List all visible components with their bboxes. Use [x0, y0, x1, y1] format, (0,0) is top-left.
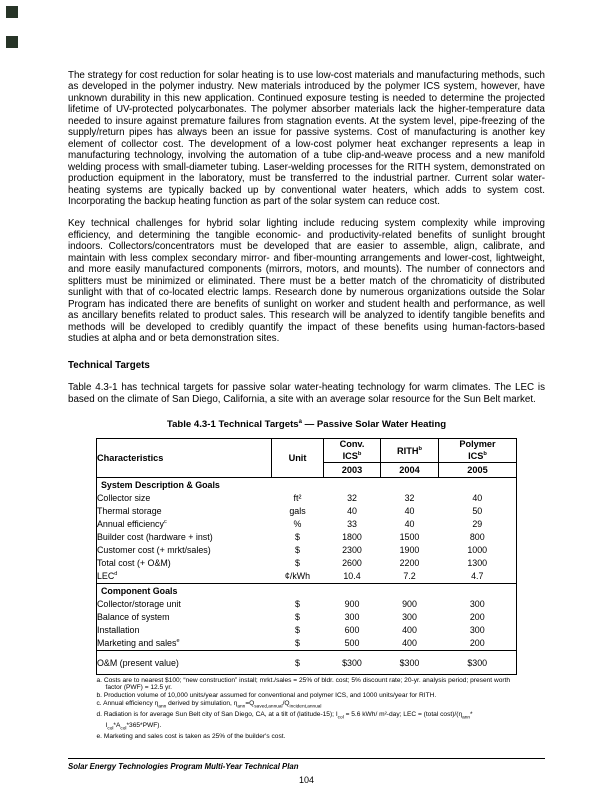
table-row [97, 505, 517, 518]
subscript: ann [158, 704, 167, 709]
row-value: 2200 [399, 558, 420, 569]
row-value: 300 [402, 612, 417, 623]
row-label: Collector/storage unit [97, 599, 181, 610]
row-value: 33 [347, 519, 357, 530]
footnote-ref: c [163, 519, 167, 526]
table-row [97, 492, 517, 505]
row-value: 50 [472, 506, 483, 517]
subscript: ann [462, 715, 471, 721]
table-row [97, 650, 517, 674]
technical-targets-table [96, 438, 517, 675]
row-value: 300 [469, 599, 485, 610]
row-label: Collector size [97, 493, 151, 504]
table-section-row [97, 583, 517, 598]
section-label: System Description & Goals [101, 479, 220, 490]
table-row [97, 637, 517, 651]
row-value: 900 [344, 599, 360, 610]
row-unit: $ [272, 650, 324, 674]
footnote: b. Production volume of 10,000 units/year assumed for conventional and polymer ICS, and 1000 units/year for RITH. [96, 691, 437, 699]
row-unit: $ [295, 638, 300, 649]
row-value: 1900 [399, 545, 420, 556]
footnote-ref: b [357, 451, 362, 458]
row-value: 600 [344, 625, 360, 636]
row-value: $300 [324, 650, 381, 674]
row-value: 40 [404, 519, 415, 530]
row-value: $300 [381, 650, 439, 674]
row-label: O&M (present value) [97, 650, 272, 674]
row-value: 900 [402, 599, 417, 610]
row-value: 300 [469, 625, 485, 636]
table-row [97, 624, 517, 637]
section-heading-technical-targets: Technical Targets [68, 360, 150, 372]
row-value: 7.2 [403, 571, 416, 582]
col-header-rith: RITH$^b$ [381, 438, 439, 462]
row-value: 1000 [467, 545, 488, 556]
paragraph-hybrid-lighting: Key technical challenges for hybrid solar lighting include reducing system complexity while improving efficiency, and determining the tangible economic- and productivity-related benefits of sunlight brought indoors. Collectors/concentrators must be developed that are easier to assemble, align, calibrate, and maintain with less complex secondary mirror- and fiber-mounting arrangements and lower-cost, lightweight, and more easily manufactured components (mirrors, motors, and mounts). The number of connectors and splitters must be minimized or eliminated. There must be a better match of the chromaticity of distributed sunlight with that of co-located electric lamps. Research done by numerous organizations outside the Solar Program has indicated there are benefits of sunlight on worker and student health and performance, as well as ancillary benefits related to product sales. This research will be analyzed to identify tangible benefits and methods will be developed to credibly quantify the impact of these benefits using human-factors-based studies at alpha and or beta demonstration sites. [68, 218, 545, 344]
row-unit: $ [295, 625, 300, 636]
row-value: 4.7 [471, 571, 484, 582]
row-unit: % [293, 519, 302, 530]
table-row [97, 544, 517, 557]
row-label: Thermal storage [97, 506, 162, 517]
subscript: col [337, 715, 344, 721]
row-value: 200 [469, 638, 485, 649]
row-value: 1300 [467, 558, 488, 569]
row-value: 29 [472, 519, 483, 530]
col-header-conv-ics: Conv. ICS$^b$ [324, 438, 381, 462]
row-unit: $ [295, 612, 300, 623]
subscript: col [107, 726, 114, 732]
year-2004: 2004 [381, 462, 439, 477]
table-section-row [97, 477, 517, 492]
row-value: 400 [402, 625, 417, 636]
row-value: 1800 [342, 532, 362, 543]
row-value: 40 [404, 506, 415, 517]
row-label: Annual efficiency$^c$ [97, 519, 167, 530]
row-unit: ¢/kWh [284, 571, 311, 582]
row-label: Marketing and sales$^e$ [97, 638, 180, 649]
page-number: 104 [298, 775, 315, 785]
row-label: Builder cost (hardware + inst) [97, 532, 213, 543]
subscript: saved,annual [254, 704, 283, 709]
footnote-ref: e [176, 638, 180, 645]
year-2003: 2003 [324, 462, 381, 477]
table-title-footnote-ref: a [298, 419, 302, 426]
paragraph-table-intro: Table 4.3-1 has technical targets for passive solar water-heating technology for warm climates. The LEC is based on the climate of San Diego, California, a site with an average solar resource for the Sun Belt market. [68, 382, 545, 405]
row-unit: ft² [293, 493, 302, 504]
footnote: e. Marketing and sales cost is taken as 25% of the builder's cost. [96, 732, 286, 740]
table-row [97, 531, 517, 544]
page-content [68, 70, 545, 740]
footnote-ref: d [114, 571, 118, 578]
footnote: a. Costs are to nearest $100; “new construction” install; mrkt./sales = 25% of bldr. cost; 5% discount rate; 20-yr. analysis period; present worth factor (PWF) = 12.5 yr. [96, 676, 511, 692]
table-title [68, 419, 545, 430]
scan-artifact-icon [6, 36, 18, 48]
row-value: 32 [404, 493, 415, 504]
row-value: 800 [469, 532, 485, 543]
row-unit: $ [295, 599, 300, 610]
row-value: $300 [439, 650, 517, 674]
row-label: Installation [97, 625, 140, 636]
row-label: LEC$^d$ [97, 571, 118, 582]
row-value: 10.4 [343, 571, 361, 582]
row-unit: $ [295, 545, 300, 556]
page-footer [68, 758, 545, 785]
row-label: Balance of system [97, 612, 170, 623]
footnote-ref: b [418, 445, 422, 452]
table-row [97, 598, 517, 611]
footnote-ref: b [483, 451, 487, 458]
row-value: 1500 [399, 532, 420, 543]
row-value: 500 [344, 638, 360, 649]
row-unit: $ [295, 532, 300, 543]
row-value: 40 [472, 493, 483, 504]
row-value: 2300 [342, 545, 362, 556]
row-unit: gals [289, 506, 306, 517]
scan-artifact-icon [6, 6, 18, 18]
row-value: 200 [469, 612, 485, 623]
table-title-prefix: Table 4.3-1 Technical Targets [166, 419, 299, 431]
year-2005: 2005 [439, 462, 517, 477]
table-row [97, 611, 517, 624]
row-label: Total cost (+ O&M) [97, 558, 171, 569]
footnote: d. Radiation is for average Sun Belt city of San Diego, CA, at a tilt of (latitude-15); $I_{col} = 5.6$ kWh/ m²-day; LEC = (total $\cos t)/(\eta_{ann}*$ $I_{col}*A_{col}*365*PWF$). [96, 710, 473, 732]
row-value: 32 [347, 493, 357, 504]
col-header-unit: Unit [272, 438, 324, 477]
table-row [97, 557, 517, 570]
table-header-row [97, 438, 517, 462]
row-unit: $ [295, 558, 300, 569]
col-header-polymer-ics: Polymer ICS$^b$ [439, 438, 517, 462]
row-value: 300 [344, 612, 360, 623]
subscript: incident,annual [289, 704, 322, 709]
row-value: 40 [347, 506, 357, 517]
table-row [97, 570, 517, 584]
footer-document-title: Solar Energy Technologies Program Multi-Year Technical Plan [68, 762, 299, 771]
subscript: col [120, 726, 127, 732]
row-value: 400 [402, 638, 417, 649]
col-header-characteristics: Characteristics [97, 438, 272, 477]
table-title-suffix: — Passive Solar Water Heating [301, 419, 447, 431]
section-label: Component Goals [97, 583, 517, 598]
paragraph-cost-reduction: The strategy for cost reduction for solar heating is to use low-cost materials and manufacturing methods, such as developed in the polymer industry. New materials introduced by the polymer ICS system, however, have unknown durability in this new application. Continued exposure testing is needed to determine the projected lifetime of UV-protected polycarbonates. The polymer absorber materials lack the higher-temperature data needed to insure against premature failures from stagnation events. At the system level, pipe-freezing of the supply/return pipes has always been an issue for passive systems. Cost of manufacturing is another key element of collector cost. The development of a low-cost polymer heat exchanger represents a leap in manufacturing technology, involving the automation of a tube clip-and-weave process and a new manifold welding process with small-diameter tubing. Laser-welding processes for the RITH system, demonstrated on production equipment in the laboratory, must be transferred to the industrial partner. Current solar water-heating systems are typically backed up by conventional water heaters, which adds to system cost. Incorporating the backup heating function as part of the solar system can reduce cost. [68, 70, 545, 207]
row-value: 2600 [342, 558, 362, 569]
row-label: Customer cost (+ mrkt/sales) [97, 545, 211, 556]
table-footnotes [97, 677, 517, 741]
table-row [97, 518, 517, 531]
footnote: c. Annual efficiency $\eta_{ann}$ derived by simulation, $\eta_{ann}=Q_{saved,annual}/Q_{incident,annual}$ [96, 699, 322, 709]
subscript: ann [237, 704, 246, 709]
